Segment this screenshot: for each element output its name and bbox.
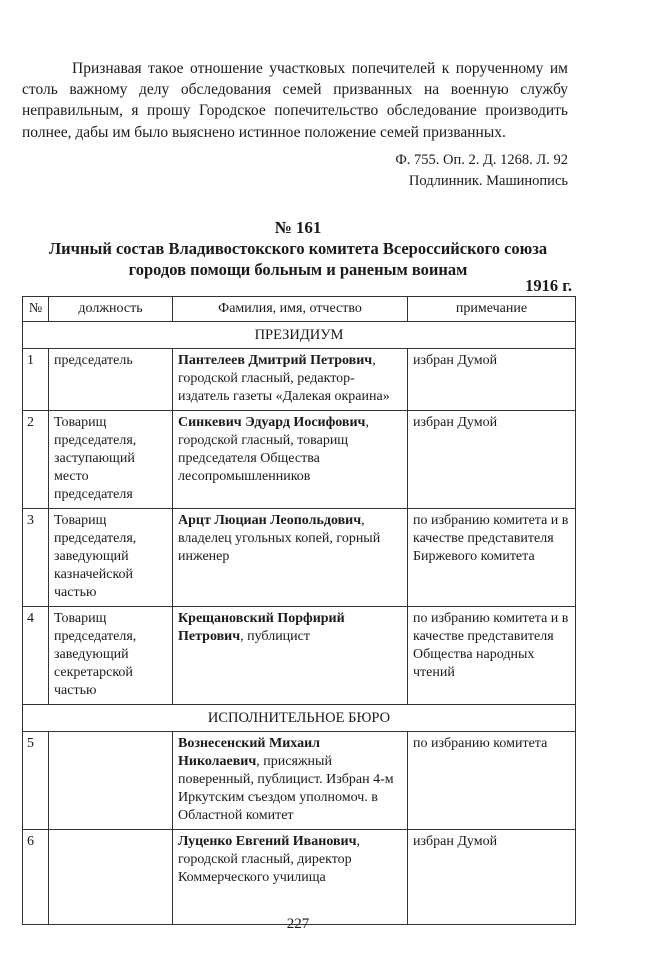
document-title: Личный состав Владивостокского комитета Всероссийского союза городов помощи больным и раненым воинам [48, 239, 548, 279]
row-position [49, 830, 173, 925]
table-row [23, 607, 576, 705]
person-details: , городской гласный, директор Коммерческого училища [178, 834, 360, 885]
document-year: 1916 г. [525, 276, 572, 295]
header-note: примечание [408, 297, 576, 322]
person-details: , владелец угольных копей, горный инженер [178, 513, 381, 564]
header-full-name: Фамилия, имя, отчество [173, 297, 408, 322]
person-name: Синкевич Эдуард Иосифович [178, 415, 366, 430]
person-name: Пантелеев Дмитрий Петрович [178, 353, 373, 368]
row-person [173, 509, 408, 607]
row-position: председатель [49, 349, 173, 411]
header-number: № [23, 297, 49, 322]
section-title: ИСПОЛНИТЕЛЬНОЕ БЮРО [23, 705, 576, 732]
row-note: по избранию комитета и в качестве представителя Биржевого комитета [408, 509, 576, 607]
personnel-table [22, 296, 576, 925]
person-name: Вознесенский Михаил Николаевич [178, 736, 321, 769]
person-details: , городской гласный, редактор-издатель газеты «Далекая окраина» [178, 353, 390, 404]
row-person [173, 349, 408, 411]
row-number: 4 [23, 607, 49, 705]
page-number: 227 [286, 916, 310, 932]
row-position [49, 732, 173, 830]
table-row [23, 509, 576, 607]
table-row [23, 732, 576, 830]
row-number: 1 [23, 349, 49, 411]
source-type: Подлинник. Машинопись [408, 173, 568, 189]
row-number: 5 [23, 732, 49, 830]
table-header-row [23, 297, 576, 322]
person-details: , городской гласный, товарищ председателя Общества лесопромышленников [178, 415, 369, 484]
row-note: по избранию комитета [408, 732, 576, 830]
row-person [173, 830, 408, 925]
row-number: 2 [23, 411, 49, 509]
person-name: Крещановский Порфирий Петрович [178, 611, 345, 644]
row-note: избран Думой [408, 830, 576, 925]
table-row [23, 349, 576, 411]
person-details: , присяжный поверенный, публицист. Избран 4-м Иркутским съездом уполномоч. в Областной комитет [178, 754, 394, 823]
row-note: избран Думой [408, 411, 576, 509]
table-row [23, 411, 576, 509]
archive-reference: Ф. 755. Оп. 2. Д. 1268. Л. 92 [395, 152, 568, 168]
row-note: избран Думой [408, 349, 576, 411]
row-person [173, 732, 408, 830]
row-note: по избранию комитета и в качестве представителя Общества народных чтений [408, 607, 576, 705]
header-position: должность [49, 297, 173, 322]
person-name: Луценко Евгений Иванович [178, 834, 357, 849]
table-row [23, 830, 576, 925]
row-number: 3 [23, 509, 49, 607]
section-header-executive-bureau [23, 705, 576, 732]
section-header-presidium [23, 322, 576, 349]
row-person [173, 411, 408, 509]
section-title: ПРЕЗИДИУМ [23, 322, 576, 349]
row-person [173, 607, 408, 705]
row-position: Товарищ председателя, заступающий место председателя [49, 411, 173, 509]
row-position: Товарищ председателя, заведующий казначейской частью [49, 509, 173, 607]
row-position: Товарищ председателя, заведующий секретарской частью [49, 607, 173, 705]
person-details: , публицист [240, 629, 311, 644]
row-number: 6 [23, 830, 49, 925]
document-number: № 161 [274, 218, 322, 237]
person-name: Арцт Люциан Леопольдович [178, 513, 362, 528]
intro-paragraph: Признавая такое отношение участковых попечителей к порученному им столь важному делу обследования семей призванных на военную службу неправильным, я прошу Городское попечительство обследование производить полнее, дабы им было выяснено истинное положение семей призванных. [22, 59, 568, 141]
